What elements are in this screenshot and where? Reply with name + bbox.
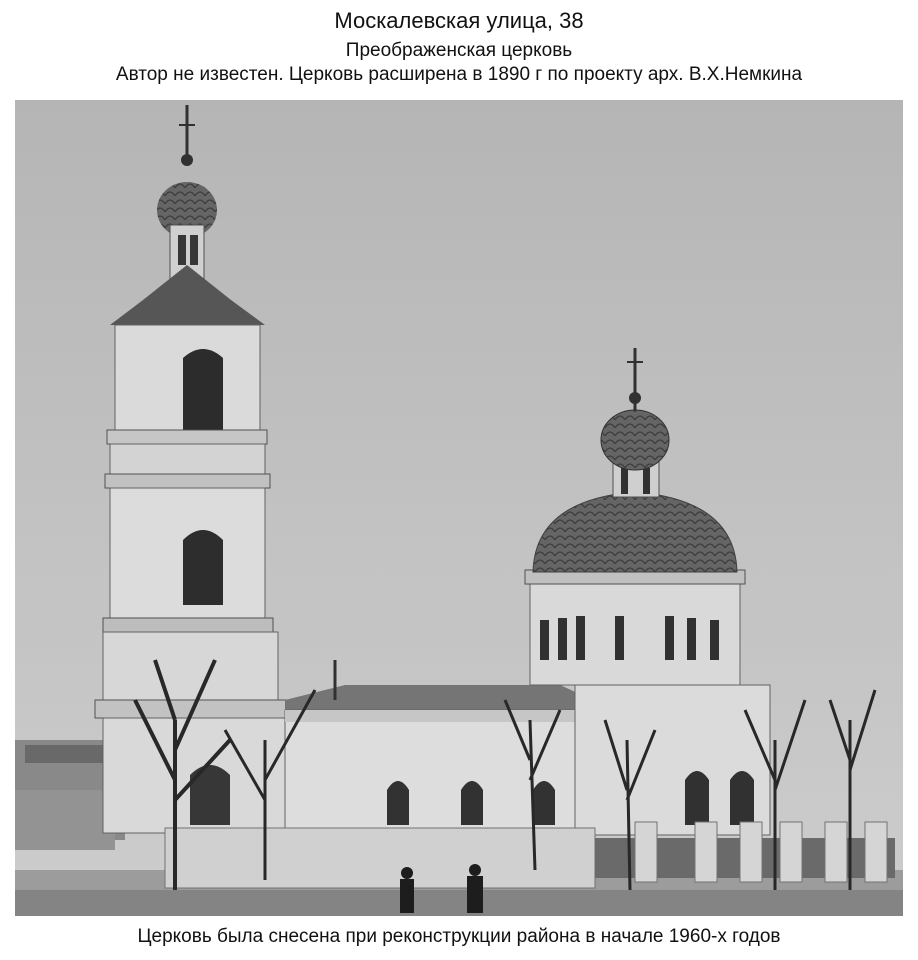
photo-caption: Церковь была снесена при реконструкции района в начале 1960-х годов xyxy=(137,926,781,947)
church-photograph xyxy=(15,100,903,916)
church-photo-drawing xyxy=(15,100,903,916)
address-title: Москалевская улица, 38 xyxy=(334,8,584,33)
church-name-subtitle: Преображенская церковь xyxy=(345,40,573,61)
credit-line: Автор не известен. Церковь расширена в 1890 г по проекту арх. В.Х.Немкина xyxy=(115,64,803,85)
